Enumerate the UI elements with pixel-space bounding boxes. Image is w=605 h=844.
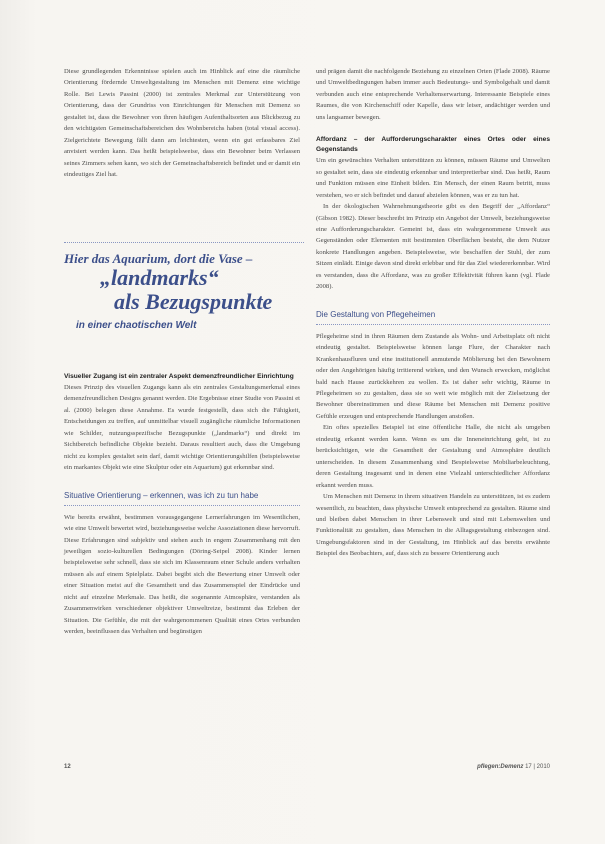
right-paragraph-pflegeheime-2: Ein oftes spezielles Beispiel ist eine öffentliche Halle, die nicht als umgeben eindeutig erkannt werden kann. Wenn es um die Inneneinrichtung geht, ist zu berücksichtigen, wie die Gesamtheit der Gestaltung und Atmosphäre deutlich unterscheiden. In diesem Zusammenhang sind Bespielsweise Mobiliarbeleuchtung, deren Gestaltung insgesamt und in denen eine Vielzahl unterschiedlicher Affordanz erkannt werden muss.	[316, 424, 550, 489]
left-paragraph-situative: Wie bereits erwähnt, bestimmen vorausgegangene Lernerfahrungen im Wesentlichen, wie eine Umwelt bewertet wird, beziehungsweise welche Assoziationen diese hervorruft. Diese Erfahrungen sind subjektiv und stehen auch in engem Zusammenhang mit den jeweiligen sozio-kulturellen Bedingungen (Döring-Seipel 2008). Kinder lernen beispielsweise sehr schnell, dass sie sich im Klassenraum einer Schule anders verhalten müssen als auf einem Spielplatz. Dabei begibt sich die Bewertung einer Umwelt oder einer Situation meist auf die Gesamtheit und das Zusammenspiel der Eindrücke und nicht auf einzelne Merkmale. Das heißt, die sogenannte Atmosphäre, verstanden als Zusammenwirken verschiedener objektiver Umweltreize, bestimmt das Erleben der Situation. Die Gefühle, die mit der wahrgenommenen Qualität eines Ortes verbunden werden, beeinflussen das Verhalten und begünstigen	[64, 513, 300, 636]
right-subheading-affordanz: Affordanz – der Aufforderungscharakter eines Ortes oder eines Gegenstands	[316, 136, 550, 154]
magazine-name: pflegen:Demenz	[477, 764, 524, 770]
left-column-lower	[64, 372, 300, 638]
page-number: 12	[64, 764, 71, 770]
left-subheading: Visueller Zugang ist ein zentraler Aspekt demenzfreundlicher Einrichtung	[64, 373, 294, 380]
pull-quote-line-4: in einer chaotischen Welt	[76, 320, 197, 331]
magazine-issue	[477, 764, 550, 770]
pull-quote-line-2: „landmarks“	[100, 265, 219, 290]
section-heading-pflegeheime: Die Gestaltung von Pflegeheimen	[316, 309, 550, 325]
right-paragraph-pflegeheime-1: Pflegeheime sind in ihren Räumen dem Zustande als Wohn- und Arbeitsplatz oft nicht eindeutig gestaltet. Beispielsweise können lange Flure, der Charakter nach Krankenhausfluren und eine institutionell anmutende Möblierung bei den Bewohnern oder den Angehörigen häufig irritierend wirken, und den Wunsch erwecken, möglichst bald nach Hause zurückkehren zu wollen. Es ist daher sehr wichtig, Räume in Pflegeheimen so zu gestalten, dass sie so weit wie möglich mit der Zielsetzung der Bewohner übereinstimmen und diese Räume bei Menschen mit Demenz positive Gefühle erzeugen und entsprechende Handlungen anstoßen.	[316, 332, 550, 420]
right-paragraph-pflegeheime-3: Um Menschen mit Demenz in ihrem situativen Handeln zu unterstützen, ist es zudem wesentlich, zu beachten, dass physische Umwelt entsprechend zu gestalten. Räume sind und bleiben dabei Menschen in ihrer Lebenswelt und sind mit Lebenswelten und Funktionalität zu gestalten, dass Menschen in die Alltagsgestaltung einbezogen sind. Umgebungsfaktoren sind in der Gestaltung, im Hinblick auf das bereits erwähnte Beispiel des Beobachters, auf, dass sich zu bessere Orientierung auch	[316, 493, 550, 558]
pull-quote-line-3: als Bezugspunkte	[114, 289, 273, 314]
right-column	[316, 66, 550, 560]
right-paragraph-affordanz-1: Um ein gewünschtes Verhalten unterstützen zu können, müssen Räume und Umwelten so gestaltet sein, dass sie eindeutig erkennbar und interpretierbar sind. Das heißt, Raum und Funktion müssen eine Einheit bilden. Ein Mensch, der einen Raum betritt, muss verstehen, wo er sich befindet und darauf abzielen können, was er zu tun hat.	[316, 157, 550, 199]
right-paragraph-affordanz-2: In der ökologischen Wahrnehmungstheorie gibt es den Begriff der „Affordanz“ (Gibson 1982). Dieser beschreibt im Prinzip ein Angebot der Umwelt, beziehungsweise eine Aufforderungscharakter. Gemeint ist, dass ein wahrgenommene Umwelt aus Gegenständen oder Elementen mit bestimmten Oberflächen besteht, die dem Nutzer konkrete Handlungen angeben. Beispielsweise, wie beschaffen der Stuhl, der zum Sitzen einlädt. Einige davon sind direkt erlebbar und für das Ziel wiedererkennbar. Wird es verstanden, dass die Affordanz, was zu großer Effektivität führen kann (vgl. Flade 2008).	[316, 203, 550, 291]
left-paragraph-intro: Diese grundlegenden Erkenntnisse spielen auch im Hinblick auf eine die räumliche Orientierung fördernde Umweltgestaltung im Menschen mit Demenz eine wichtige Rolle. Bei Lewis Passini (2000) ist zentrales Merkmal zur Unterstützung von Orientierung, dass der Grundriss von Einrichtungen für Menschen mit Demenz so gestaltet ist, dass die Bewohner von ihren häufigen Aufenthaltsorten aus Blickbezug zu den wichtigsten Gemeinschaftsbereichen des Wohnbereichs haben (total visual access). Zielgerichtete Bewegung fällt dann am leichtesten, wenn ein gut erfassbares Ziel anvisiert werden kann. Das heißt beispielsweise, dass ein Bewohner beim Verlassen seines Zimmers sehen kann, wo sich der Gemeinschaftsbereich befindet und er damit ein eindeutiges Ziel hat.	[64, 68, 300, 179]
left-paragraph-visual-access: Dieses Prinzip des visuellen Zugangs kann als ein zentrales Gestaltungsmerkmal eines demenzfreundlichen Designs genannt werden. Die Ergebnisse einer Studie von Passini et al. (2000) belegen diese Annahme. Es wurde festgestellt, dass sich die Fähigkeit, Entscheidungen zu treffen, auf unmittelbar visuell zugängliche räumliche Informationen wie Schilder, nutzungsspezifische Bezugspunkte („landmarks“) und direkt im Sichtbereich befindliche Objekte bezieht. Daraus resultiert auch, dass die Umgebung nicht zu komplex gestaltet sein darf, damit wichtige Orientierungshilfen (beispielsweise ein markantes Objekt wie eine Skulptur oder ein Aquarium) gut erkennbar sind.	[64, 384, 300, 472]
section-heading-situative-orientierung: Situative Orientierung – erkennen, was ich zu tun habe	[64, 490, 300, 506]
issue-number: 17 | 2010	[525, 764, 550, 770]
pull-quote-line-1: Hier das Aquarium, dort die Vase –	[64, 251, 253, 266]
pull-quote	[64, 242, 304, 334]
left-column	[64, 66, 300, 181]
right-paragraph-intro: und prägen damit die nachfolgende Beziehung zu einzelnen Orten (Flade 2008). Räume und Umweltbedingungen haben immer auch Bedeutungs- und Symbolgehalt und damit verbunden auch eine entsprechende Verhaltenserwartung. Interessante Beispiele eines Raumes, die von Kirchenschiff oder Kapelle, dass wir leiser, andächtiger werden und uns langsamer bewegen.	[316, 68, 550, 121]
